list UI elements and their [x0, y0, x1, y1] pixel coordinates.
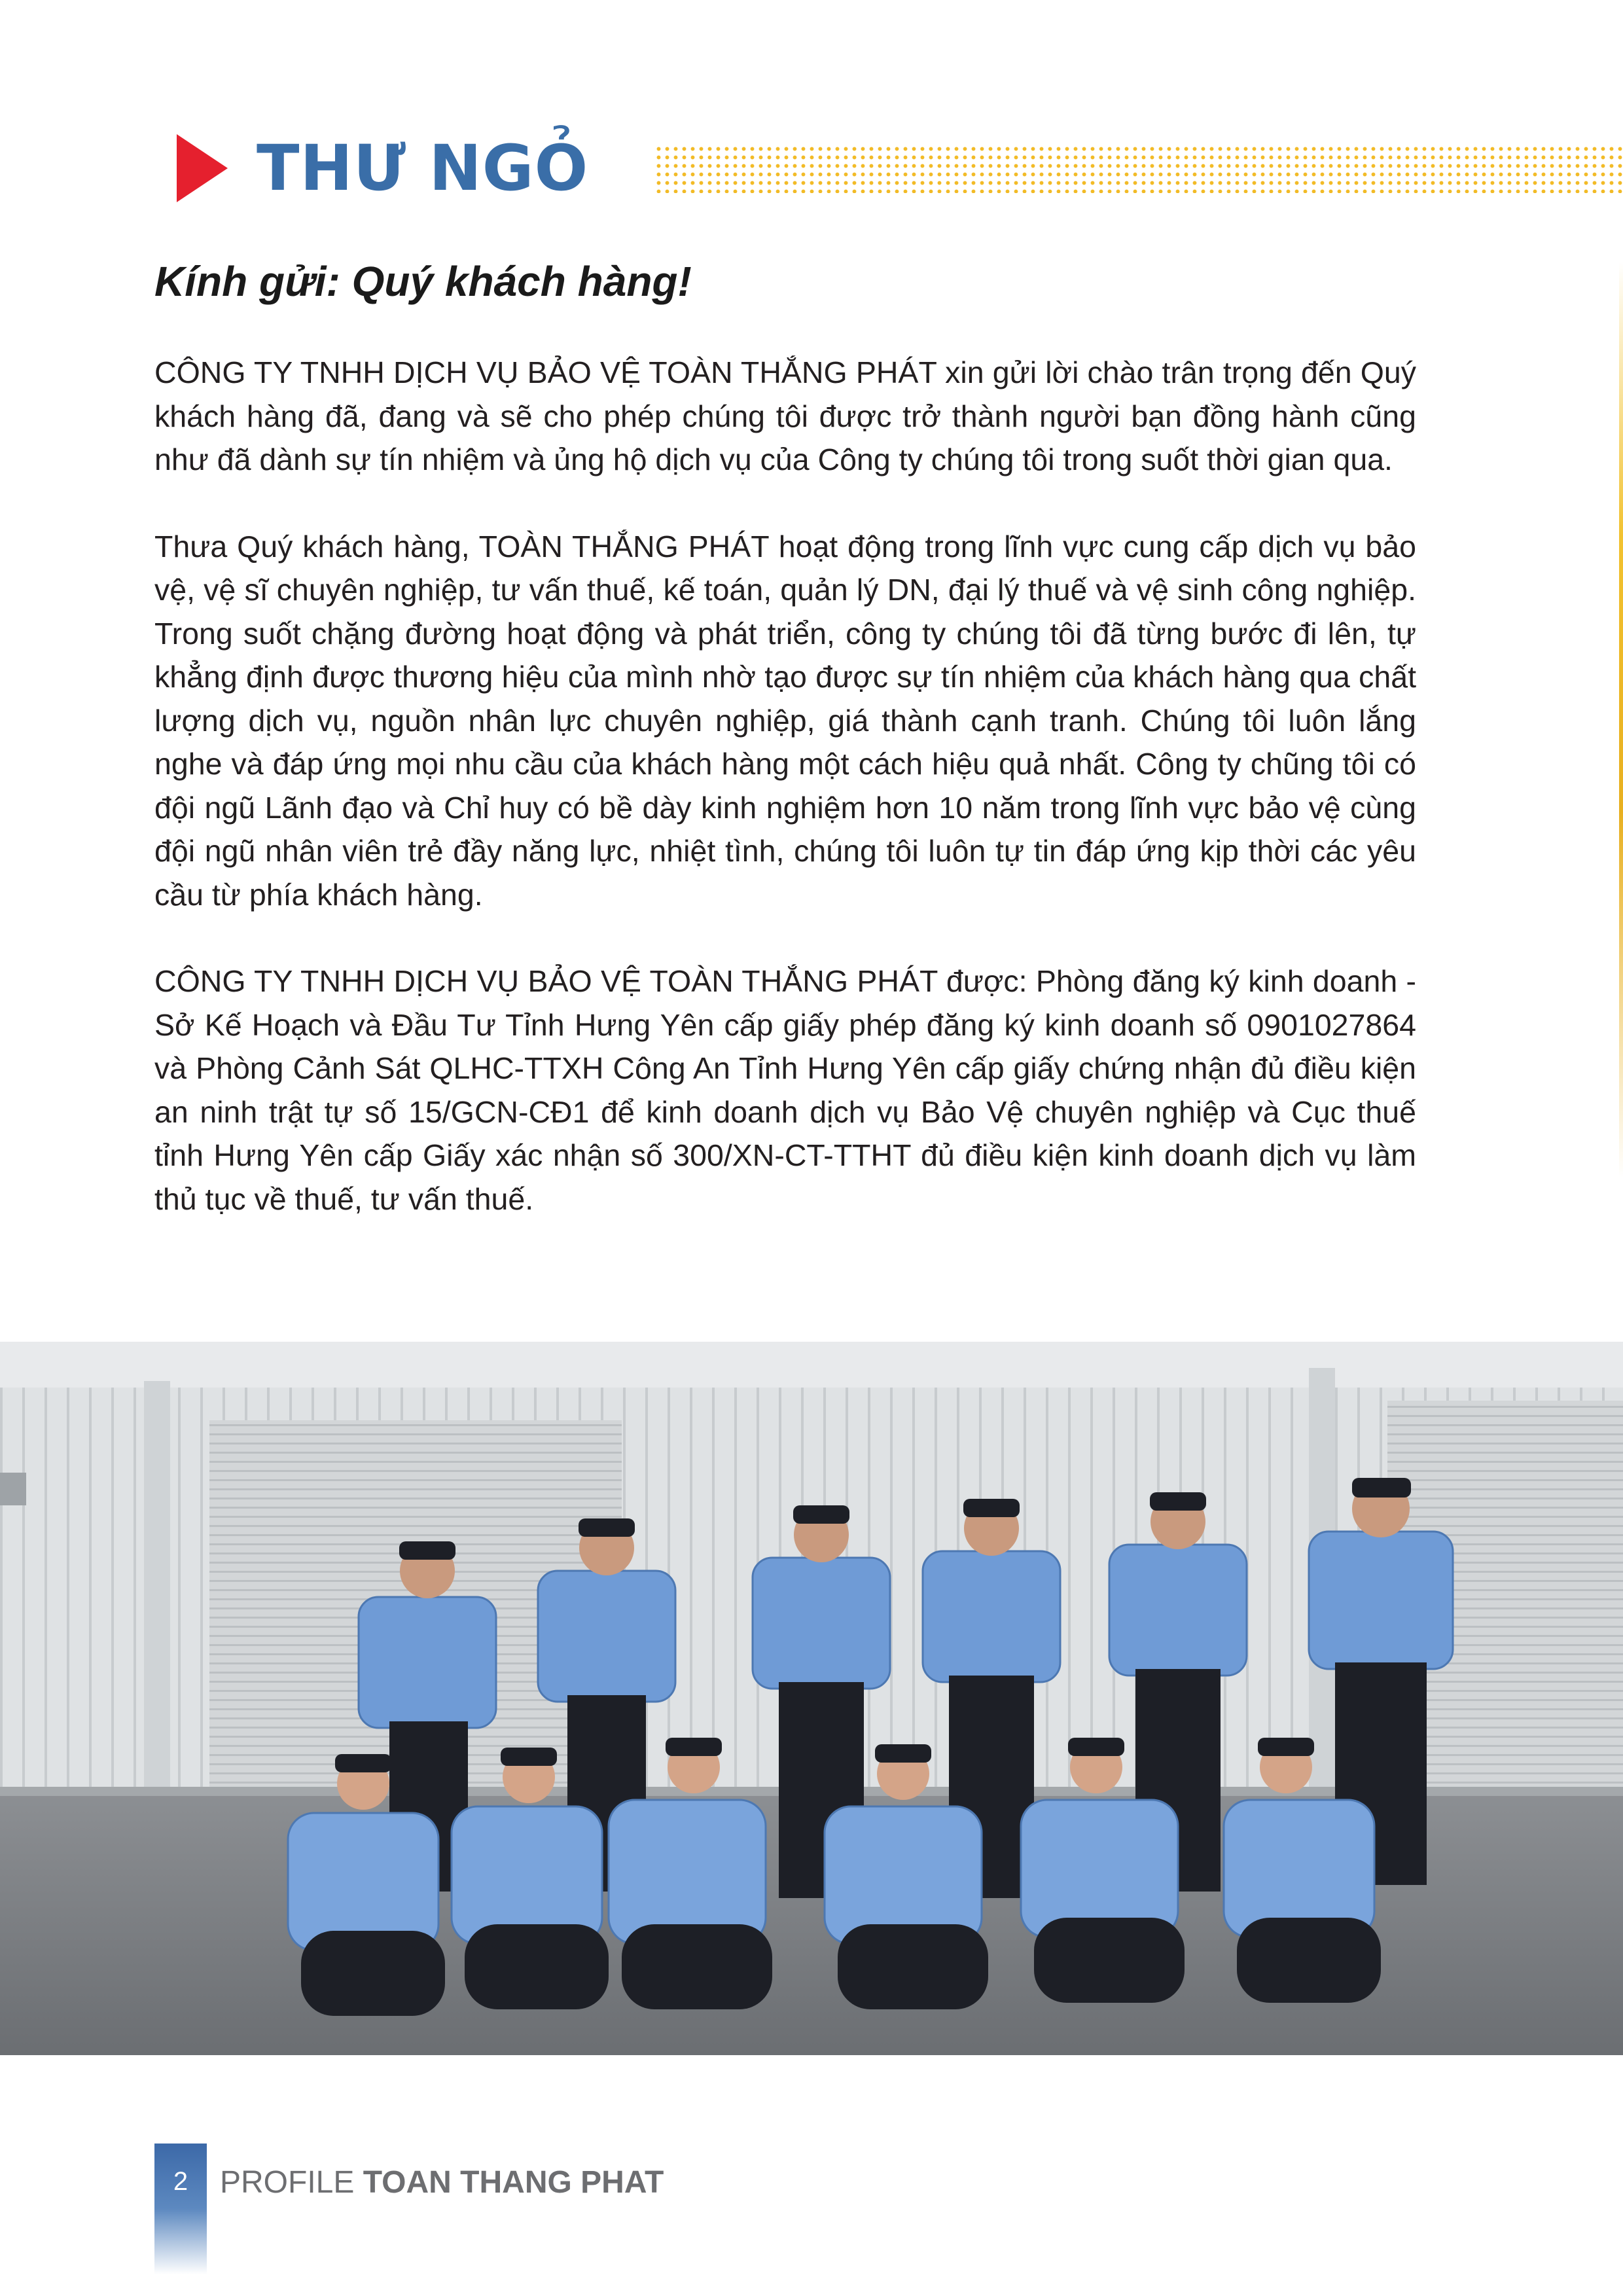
team-photo [0, 1342, 1623, 2055]
page-number-tab [154, 2144, 207, 2274]
section-header [177, 134, 1623, 206]
team-photo-illustration [0, 1342, 1623, 2055]
page-title: THƯ NGỎ [257, 132, 589, 205]
paragraph-services: Thưa Quý khách hàng, TOÀN THẮNG PHÁT hoạt động trong lĩnh vực cung cấp dịch vụ bảo vệ, vệ sĩ chuyên nghiệp, tư vấn thuế, kế toán, quản lý DN, đại lý thuế và vệ sinh công nghiệp. Trong suốt chặng đường hoạt động và phát triển, công ty chúng tôi đã từng bước đi lên, tự khẳng định được thương hiệu của mình nhờ tạo được sự tín nhiệm của khách hàng qua chất lượng dịch vụ, nguồn nhân lực chuyên nghiệp, giá thành cạnh tranh. Chúng tôi luôn lắng nghe và đáp ứng mọi nhu cầu của khách hàng một cách hiệu quả nhất. Công ty chũng tôi có đội ngũ Lãnh đạo và Chỉ huy có bề dày kinh nghiệm hơn 10 năm trong lĩnh vực bảo vệ cùng đội ngũ nhân viên trẻ đầy năng lực, nhiệt tình, chúng tôi luôn tự tin đáp ứng kịp thời các yêu cầu từ phía khách hàng. [154, 529, 1416, 912]
right-edge-accent [1619, 262, 1623, 1178]
paragraph-licenses: CÔNG TY TNHH DỊCH VỤ BẢO VỆ TOÀN THẮNG PHÁT được: Phòng đăng ký kinh doanh - Sở Kế Hoạch và Đầu Tư Tỉnh Hưng Yên cấp giấy phép đăng ký kinh doanh số 0901027864 và Phòng Cảnh Sát QLHC-TTXH Công An Tỉnh Hưng Yên cấp giấy chứng nhận đủ điều kiện an ninh trật tự số 15/GCN-CĐ1 để kinh doanh dịch vụ Bảo Vệ chuyên nghiệp và Cục thuế tỉnh Hưng Yên cấp Giấy xác nhận số 300/XN-CT-TTHT đủ điều kiện kinh doanh dịch vụ làm thủ tục về thuế, tư vấn thuế. [154, 964, 1416, 1216]
paragraph-greeting: CÔNG TY TNHH DỊCH VỤ BẢO VỆ TOÀN THẮNG PHÁT xin gửi lời chào trân trọng đến Quý khách hàng đã, đang và sẽ cho phép chúng tôi được trở thành người bạn đồng hành cũng như đã dành sự tín nhiệm và ủng hộ dịch vụ của Công ty chúng tôi trong suốt thời gian qua. [154, 355, 1416, 476]
footer-label-light: PROFILE [220, 2165, 363, 2200]
dotted-pattern-decoration [654, 145, 1623, 193]
footer-label-bold: TOAN THANG PHAT [363, 2165, 664, 2200]
page-footer [154, 2144, 940, 2274]
letter-body [154, 351, 1416, 1264]
play-triangle-icon [177, 134, 228, 202]
page-number: 2 [173, 2167, 188, 2196]
footer-profile-label [220, 2164, 664, 2201]
salutation: Kính gửi: Quý khách hàng! [154, 258, 692, 305]
